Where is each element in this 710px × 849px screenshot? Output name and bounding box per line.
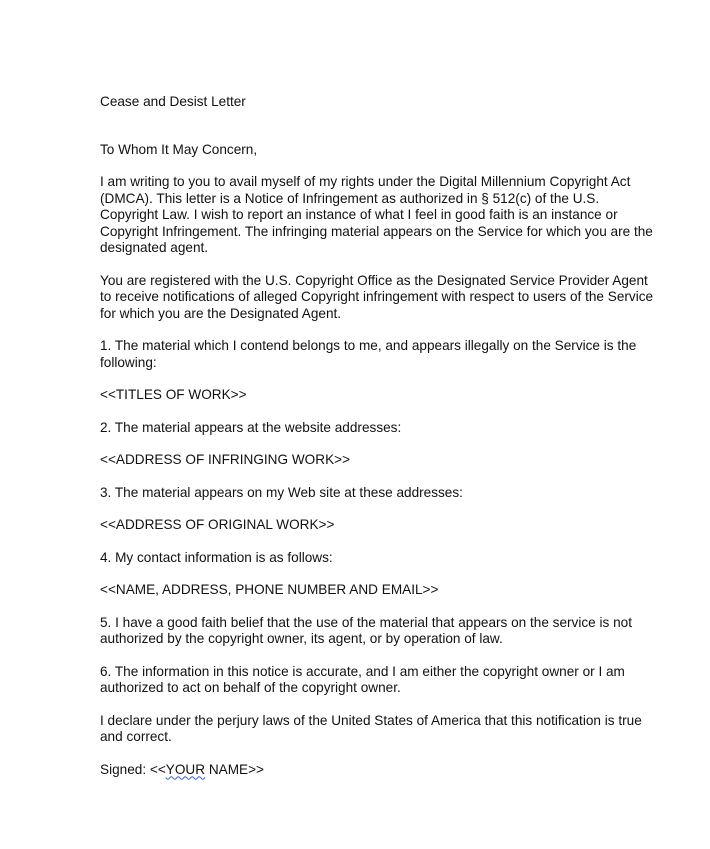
paragraph-intro: I am writing to you to avail myself of my rights under the Digital Millennium Copyright Act (DMCA). This letter is a Notice of Infringement as authorized in § 512(c) of the U.S. Copyright Law. I wish to report an instance of what I feel in good faith is an instance or Copyright Infringement. The infringing material appears on the Service for which you are the designated agent. bbox=[100, 174, 653, 255]
document-title: Cease and Desist Letter bbox=[100, 94, 246, 109]
placeholder-original-address: <<ADDRESS OF ORIGINAL WORK>> bbox=[100, 517, 335, 532]
paragraph-item-3: 3. The material appears on my Web site at these addresses: bbox=[100, 484, 463, 500]
placeholder-titles-of-work: <<TITLES OF WORK>> bbox=[100, 387, 247, 402]
signature-prefix: Signed: << bbox=[100, 761, 166, 777]
paragraph-item-4: 4. My contact information is as follows: bbox=[100, 549, 333, 565]
signature-name-word: YOUR bbox=[165, 761, 206, 777]
salutation: To Whom It May Concern, bbox=[100, 141, 258, 157]
signature-suffix: NAME>> bbox=[205, 761, 264, 777]
paragraph-registration: You are registered with the U.S. Copyright Office as the Designated Service Provider Agent to receive notifications of alleged Copyright infringement with respect to users of the Service for which you are the Designated Agent. bbox=[100, 272, 654, 321]
paragraph-item-5: 5. I have a good faith belief that the use of the material that appears on the service is not authorized by the copyright owner, its agent, or by operation of law. bbox=[100, 614, 633, 646]
placeholder-contact-info: <<NAME, ADDRESS, PHONE NUMBER AND EMAIL>> bbox=[100, 582, 439, 597]
signature-line bbox=[100, 762, 660, 779]
letter-page bbox=[100, 94, 660, 778]
paragraph-item-6: 6. The information in this notice is accurate, and I am either the copyright owner or I am authorized to act on behalf of the copyright owner. bbox=[100, 663, 625, 695]
placeholder-infringing-address: <<ADDRESS OF INFRINGING WORK>> bbox=[100, 452, 351, 467]
paragraph-declaration: I declare under the perjury laws of the United States of America that this notification is true and correct. bbox=[100, 712, 642, 744]
paragraph-item-2: 2. The material appears at the website addresses: bbox=[100, 419, 402, 435]
paragraph-item-1: 1. The material which I contend belongs to me, and appears illegally on the Service is the following: bbox=[100, 338, 637, 370]
